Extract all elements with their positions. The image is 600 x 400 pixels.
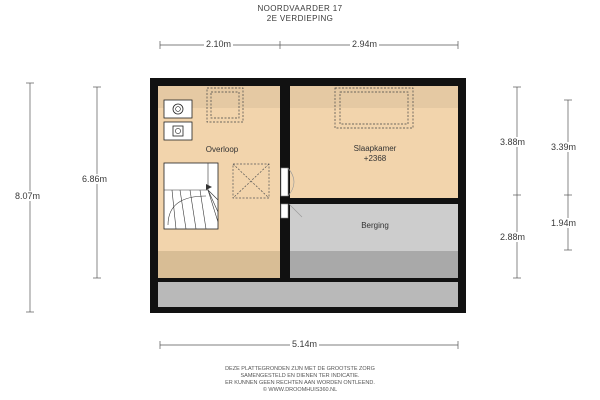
dim-bottom-width: 5.14m: [292, 339, 318, 349]
interior-wall-vertical-top: [280, 86, 289, 168]
interior-wall-vertical-bottom: [280, 218, 289, 278]
dryer-icon: [164, 122, 192, 140]
room-area-slaapkamer: +2368: [363, 154, 387, 163]
overloop-low-ceiling: [158, 251, 280, 278]
dim-left-inner: 6.86m: [82, 174, 108, 184]
washing-machine-icon: [164, 100, 192, 118]
divider-wall: [150, 278, 466, 282]
dim-right-upper-inner: 3.88m: [500, 137, 526, 147]
header-floor: 2E VERDIEPING: [266, 14, 334, 23]
dim-right-upper-outer: 3.39m: [551, 142, 577, 152]
room-label-overloop: Overloop: [205, 145, 239, 154]
dim-left-outer: 8.07m: [15, 191, 41, 201]
disclaimer-line-2: SAMENGESTELD EN DIENEN TER INDICATIE.: [240, 373, 360, 379]
bottom-strip: [158, 281, 458, 307]
dim-right-lower-inner: 2.88m: [500, 232, 526, 242]
dim-top-right: 2.94m: [352, 39, 378, 49]
disclaimer-line-1: DEZE PLATTEGRONDEN ZIJN MET DE GROOTSTE ZORG: [225, 366, 375, 372]
staircase: [164, 163, 218, 229]
dim-top-left: 2.10m: [206, 39, 232, 49]
disclaimer-line-3: ER KUNNEN GEEN RECHTEN AAN WORDEN ONTLEEND.: [225, 380, 375, 386]
berging-low-ceiling: [290, 251, 458, 278]
room-label-slaapkamer: Slaapkamer: [353, 144, 397, 153]
dim-right-lower-outer: 1.94m: [551, 218, 577, 228]
room-label-berging: Berging: [361, 221, 389, 230]
disclaimer-line-4: © WWW.DROOMHUIS360.NL: [262, 387, 338, 393]
header-address: NOORDVAARDER 17: [257, 4, 343, 13]
interior-wall-horizontal: [289, 198, 458, 204]
